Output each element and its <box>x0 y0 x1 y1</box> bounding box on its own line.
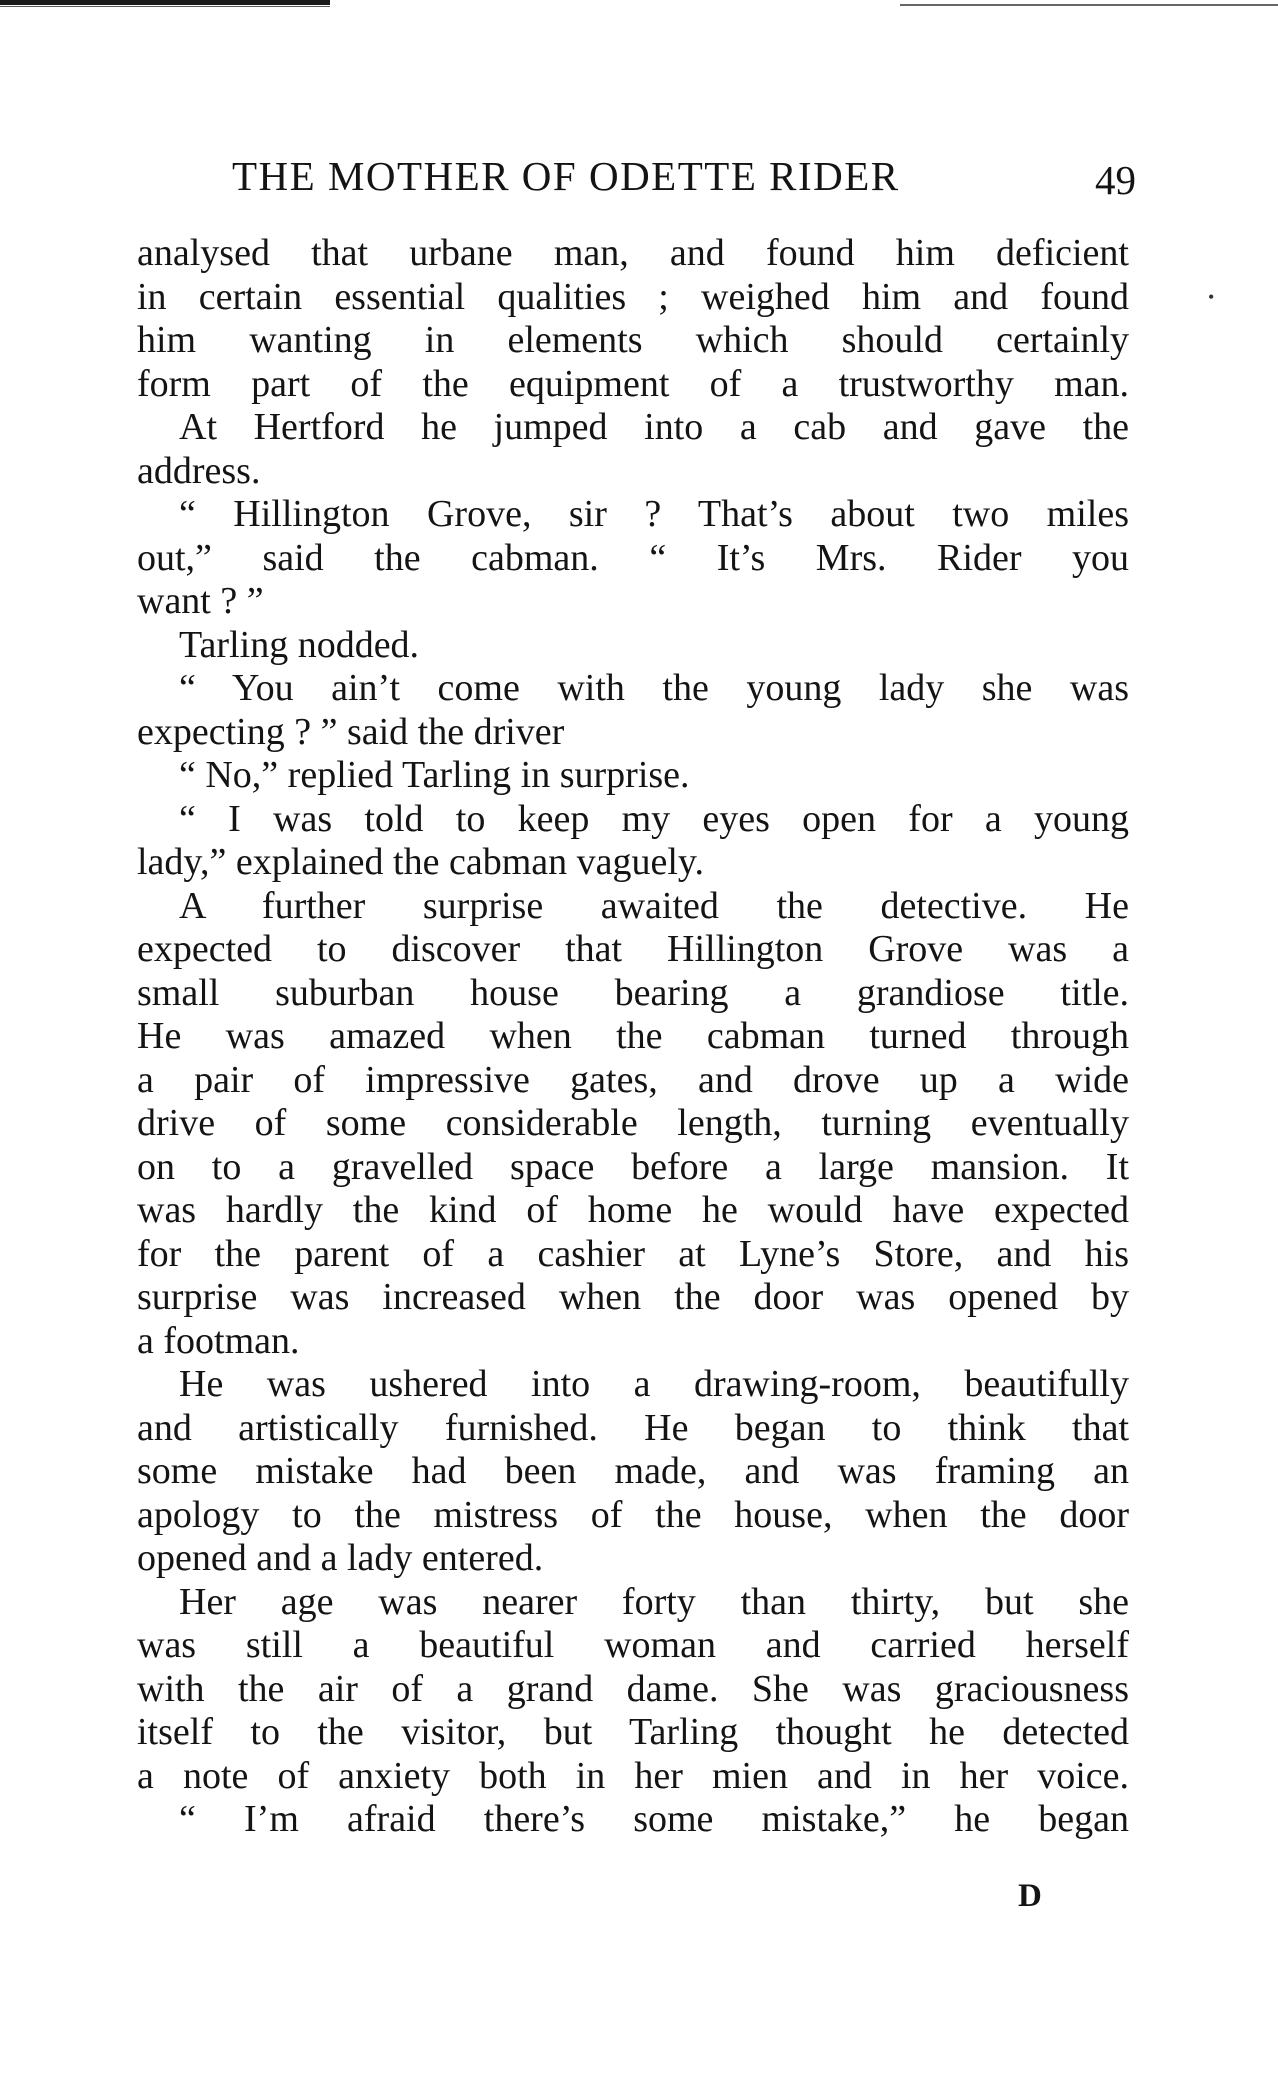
text-line: He was ushered into a drawing-room, beautifully <box>179 1363 1129 1405</box>
top-scan-rule-left <box>0 0 330 10</box>
running-head <box>232 148 1136 204</box>
text-line: out,” said the cabman. “ It’s Mrs. Rider you <box>137 536 1129 579</box>
text-line: At Hertford he jumped into a cab and gave the <box>179 406 1129 448</box>
text-line: “ I was told to keep my eyes open for a young <box>179 797 1129 840</box>
body-text <box>137 232 1129 1842</box>
text-line: him wanting in elements which should certainly <box>137 319 1129 361</box>
text-line: “ You ain’t come with the young lady she was <box>179 667 1129 709</box>
text-line: lady,” explained the cabman vaguely. <box>137 841 704 883</box>
scan-speck: • <box>1208 287 1215 307</box>
text-line: analysed that urbane man, and found him deficient <box>137 232 1129 274</box>
text-line: “ I’m afraid there’s some mistake,” he began <box>179 1798 1129 1840</box>
text-line: expecting ? ” said the driver <box>137 710 565 753</box>
text-line: opened and a lady entered. <box>137 1537 544 1579</box>
text-line: small suburban house bearing a grandiose title. <box>137 971 1129 1014</box>
text-line: a note of anxiety both in her mien and in her voice. <box>137 1754 1129 1797</box>
text-line: a footman. <box>137 1319 300 1362</box>
text-line: itself to the visitor, but Tarling thought he detected <box>137 1711 1129 1753</box>
page-number: 49 <box>1095 157 1136 203</box>
text-line: for the parent of a cashier at Lyne’s Store, and his <box>137 1232 1129 1275</box>
text-line: “ No,” replied Tarling in surprise. <box>179 754 690 796</box>
text-line: expected to discover that Hillington Grove was a <box>137 928 1129 970</box>
text-line: surprise was increased when the door was opened by <box>137 1276 1129 1318</box>
text-line: some mistake had been made, and was framing an <box>137 1450 1129 1492</box>
text-line: was still a beautiful woman and carried herself <box>137 1624 1129 1666</box>
text-line: with the air of a grand dame. She was graciousness <box>137 1667 1129 1710</box>
text-line: drive of some considerable length, turning eventually <box>137 1102 1129 1144</box>
running-title: THE MOTHER OF ODETTE RIDER <box>232 153 900 199</box>
text-line: “ Hillington Grove, sir ? That’s about two miles <box>179 493 1129 535</box>
text-line: He was amazed when the cabman turned through <box>137 1015 1129 1057</box>
text-line: want ? ” <box>137 580 264 622</box>
text-line: A further surprise awaited the detective. He <box>179 884 1129 927</box>
text-line: a pair of impressive gates, and drove up a wide <box>137 1058 1129 1101</box>
text-line: and artistically furnished. He began to think that <box>137 1406 1129 1449</box>
top-scan-rule-right <box>900 4 1278 6</box>
text-line: was hardly the kind of home he would have expected <box>137 1189 1129 1231</box>
signature-mark: D <box>1018 1878 1042 1914</box>
text-line: in certain essential qualities ; weighed him and found <box>137 275 1129 318</box>
text-line: address. <box>137 449 261 492</box>
text-line: Her age was nearer forty than thirty, but she <box>179 1580 1129 1623</box>
text-line: form part of the equipment of a trustworthy man. <box>137 362 1129 405</box>
text-line: apology to the mistress of the house, when the door <box>137 1493 1129 1536</box>
text-line: on to a gravelled space before a large mansion. It <box>137 1145 1129 1188</box>
text-line: Tarling nodded. <box>179 623 420 666</box>
